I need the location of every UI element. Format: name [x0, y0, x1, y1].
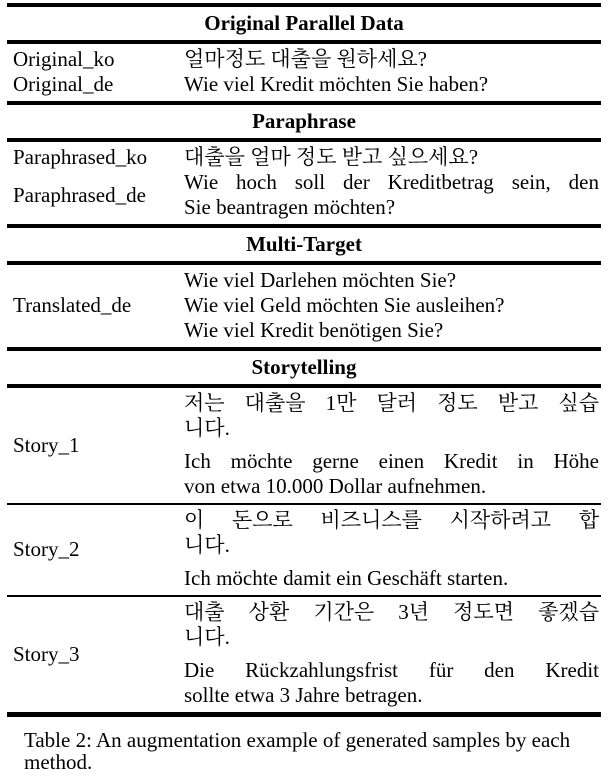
sentence-line: Ich möchte damit ein Geschäft starten.: [184, 566, 509, 590]
row-label-story-1: Story_1: [13, 432, 80, 457]
sentence-line: Wie viel Kredit benötigen Sie?: [184, 318, 444, 342]
sentence-line: Wie viel Darlehen möchten Sie?: [184, 268, 457, 292]
table-row: [7, 72, 601, 97]
german-sentence-paragraph: [184, 658, 599, 708]
section-header-original-parallel-data: Original Parallel Data: [204, 11, 404, 35]
section-header-multi-target: Multi-Target: [246, 232, 362, 256]
table-row-story-3: [7, 597, 601, 712]
sentence-line: sollte etwa 3 Jahre betragen.: [184, 683, 423, 707]
korean-sentence-paragraph: [184, 508, 599, 558]
sentence-line: 대출 상환 기간은 3년 정도면 좋겠습: [184, 600, 599, 624]
sentence-line: 니다.: [184, 625, 230, 649]
paper-table: [7, 3, 601, 717]
row-content: [184, 508, 601, 591]
table-row: [7, 170, 601, 220]
table-caption: Table 2: An augmentation example of generated samples by each method.: [24, 728, 571, 774]
row-content: [184, 145, 601, 170]
sentence-paragraph: [184, 47, 599, 72]
table-row-story-2: [7, 505, 601, 595]
sentence-line: 대출을 얼마 정도 받고 싶으세요?: [184, 145, 479, 169]
row-content: [184, 268, 601, 343]
sentence-line: 니다.: [184, 416, 230, 440]
sentence-line: 니다.: [184, 533, 230, 557]
row-label-original-de: Original_de: [13, 72, 114, 96]
sentence-line: 얼마정도 대출을 원하세요?: [184, 47, 427, 71]
section-rows-multi-target: [7, 265, 601, 347]
sentence-line: Sie beantragen möchten?: [184, 195, 396, 219]
korean-sentence-paragraph: [184, 391, 599, 441]
korean-sentence-paragraph: [184, 600, 599, 650]
sentence-line: 이 돈으로 비즈니스를 시작하려고 합: [184, 508, 599, 532]
table-row: [7, 268, 601, 343]
sentence-line: Die Rückzahlungsfrist für den Kredit: [184, 658, 599, 682]
row-label-story-2: Story_2: [13, 537, 80, 561]
section-header-storytelling: Storytelling: [251, 355, 357, 379]
sentence-paragraph: [184, 268, 599, 343]
sentence-line: 저는 대출을 1만 달러 정도 받고 싶습: [184, 391, 599, 415]
sentence-paragraph: [184, 145, 599, 170]
row-content: [184, 391, 601, 499]
sentence-line: von etwa 10.000 Dollar aufnehmen.: [184, 474, 487, 498]
section-header-paraphrase: Paraphrase: [252, 109, 356, 133]
row-label-story-3: Story_3: [13, 641, 80, 666]
row-content: [184, 47, 601, 72]
sentence-line: Ich möchte gerne einen Kredit in Höhe: [184, 449, 599, 473]
row-label-paraphrased-de: Paraphrased_de: [13, 182, 146, 207]
table-bottom-rule: [7, 712, 601, 717]
table-row: [7, 145, 601, 170]
sentence-line: Wie viel Kredit möchten Sie haben?: [184, 72, 489, 96]
table-row: [7, 47, 601, 72]
section-rows-paraphrase: [7, 142, 601, 224]
row-label-translated-de: Translated_de: [13, 293, 132, 317]
row-label-paraphrased-ko: Paraphrased_ko: [13, 145, 148, 169]
sentence-line: Wie hoch soll der Kreditbetrag sein, den: [184, 170, 599, 194]
section-rows-original: [7, 44, 601, 101]
german-sentence-paragraph: [184, 566, 599, 591]
german-sentence-paragraph: [184, 449, 599, 499]
sentence-line: Wie viel Geld möchten Sie ausleihen?: [184, 293, 505, 317]
sentence-paragraph: [184, 72, 599, 97]
row-content: [184, 72, 601, 97]
row-label-original-ko: Original_ko: [13, 47, 115, 71]
row-content: [184, 600, 601, 708]
table-row-story-1: [7, 388, 601, 503]
sentence-paragraph: [184, 170, 599, 220]
row-content: [184, 170, 601, 220]
